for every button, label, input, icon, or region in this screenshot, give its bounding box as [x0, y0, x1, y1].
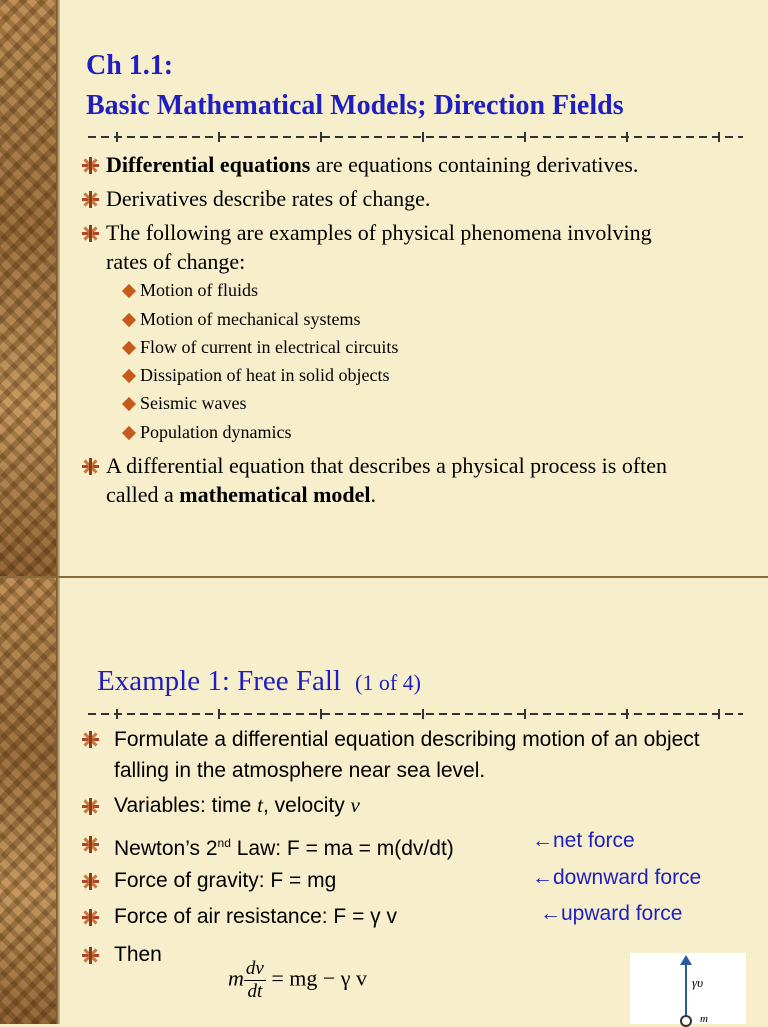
bullet-2: Derivatives describe rates of change.	[82, 184, 742, 213]
diamond-icon	[122, 313, 136, 327]
diamond-icon	[122, 341, 136, 355]
diamond-icon	[122, 426, 136, 440]
sub-bullet-3: Flow of current in electrical circuits	[124, 335, 398, 359]
bullet-star-icon	[82, 836, 99, 853]
sub-bullet-2: Motion of mechanical systems	[124, 307, 360, 331]
example-bullet-3: Newton’s 2nd Law: F = ma = m(dv/dt)	[82, 829, 454, 863]
mass-circle	[680, 1015, 692, 1027]
example-bullet-6: Then	[82, 940, 162, 969]
upward-force-note: ←upward force	[540, 902, 683, 925]
equation: m $\frac{dv}{dt}$ = mg − γ v	[228, 958, 367, 1002]
diamond-icon	[122, 284, 136, 298]
bullet-3: The following are examples of physical phenomena involving rates of change:	[82, 218, 652, 276]
diamond-icon	[122, 369, 136, 383]
example-bullet-5: Force of air resistance: F = γ v	[82, 902, 397, 931]
bullet-star-icon	[82, 909, 99, 926]
wood-border	[0, 0, 60, 576]
example-bullet-1: Formulate a differential equation describing motion of an object falling in the atmosphere near sea level.	[82, 724, 722, 786]
mass-label: m	[700, 1013, 708, 1025]
title-divider-2	[88, 713, 743, 715]
bullet-4: A differential equation that describes a physical process is often called a mathematical model.	[82, 451, 722, 509]
example-bullet-2: Variables: time t, velocity v	[82, 791, 360, 820]
sub-bullet-5: Seismic waves	[124, 391, 246, 415]
sub-bullet-1: Motion of fluids	[124, 278, 258, 302]
bullet-star-icon	[82, 225, 99, 242]
bullet-star-icon	[82, 731, 99, 748]
sub-bullet-4: Dissipation of heat in solid objects	[124, 363, 389, 387]
sub-bullet-6: Population dynamics	[124, 420, 292, 444]
net-force-note: ←net force	[532, 829, 635, 852]
diamond-icon	[122, 397, 136, 411]
bullet-star-icon	[82, 191, 99, 208]
force-label: γυ	[692, 975, 704, 990]
example-bullet-4: Force of gravity: F = mg	[82, 866, 336, 895]
slide2-title: Example 1: Free Fall (1 of 4)	[97, 665, 422, 697]
slide1-title-line1: Ch 1.1:	[86, 50, 174, 81]
bullet-star-icon	[82, 157, 99, 174]
downward-force-note: ←downward force	[532, 866, 702, 889]
bullet-star-icon	[82, 947, 99, 964]
bullet-1: Differential equations are equations containing derivatives.	[82, 150, 742, 179]
slide1-title-line2: Basic Mathematical Models; Direction Fields	[86, 90, 624, 121]
bullet-star-icon	[82, 873, 99, 890]
title-divider	[88, 136, 743, 138]
force-diagram	[630, 953, 746, 1024]
bullet-star-icon	[82, 458, 99, 475]
bullet-star-icon	[82, 798, 99, 815]
wood-border	[0, 578, 60, 1024]
